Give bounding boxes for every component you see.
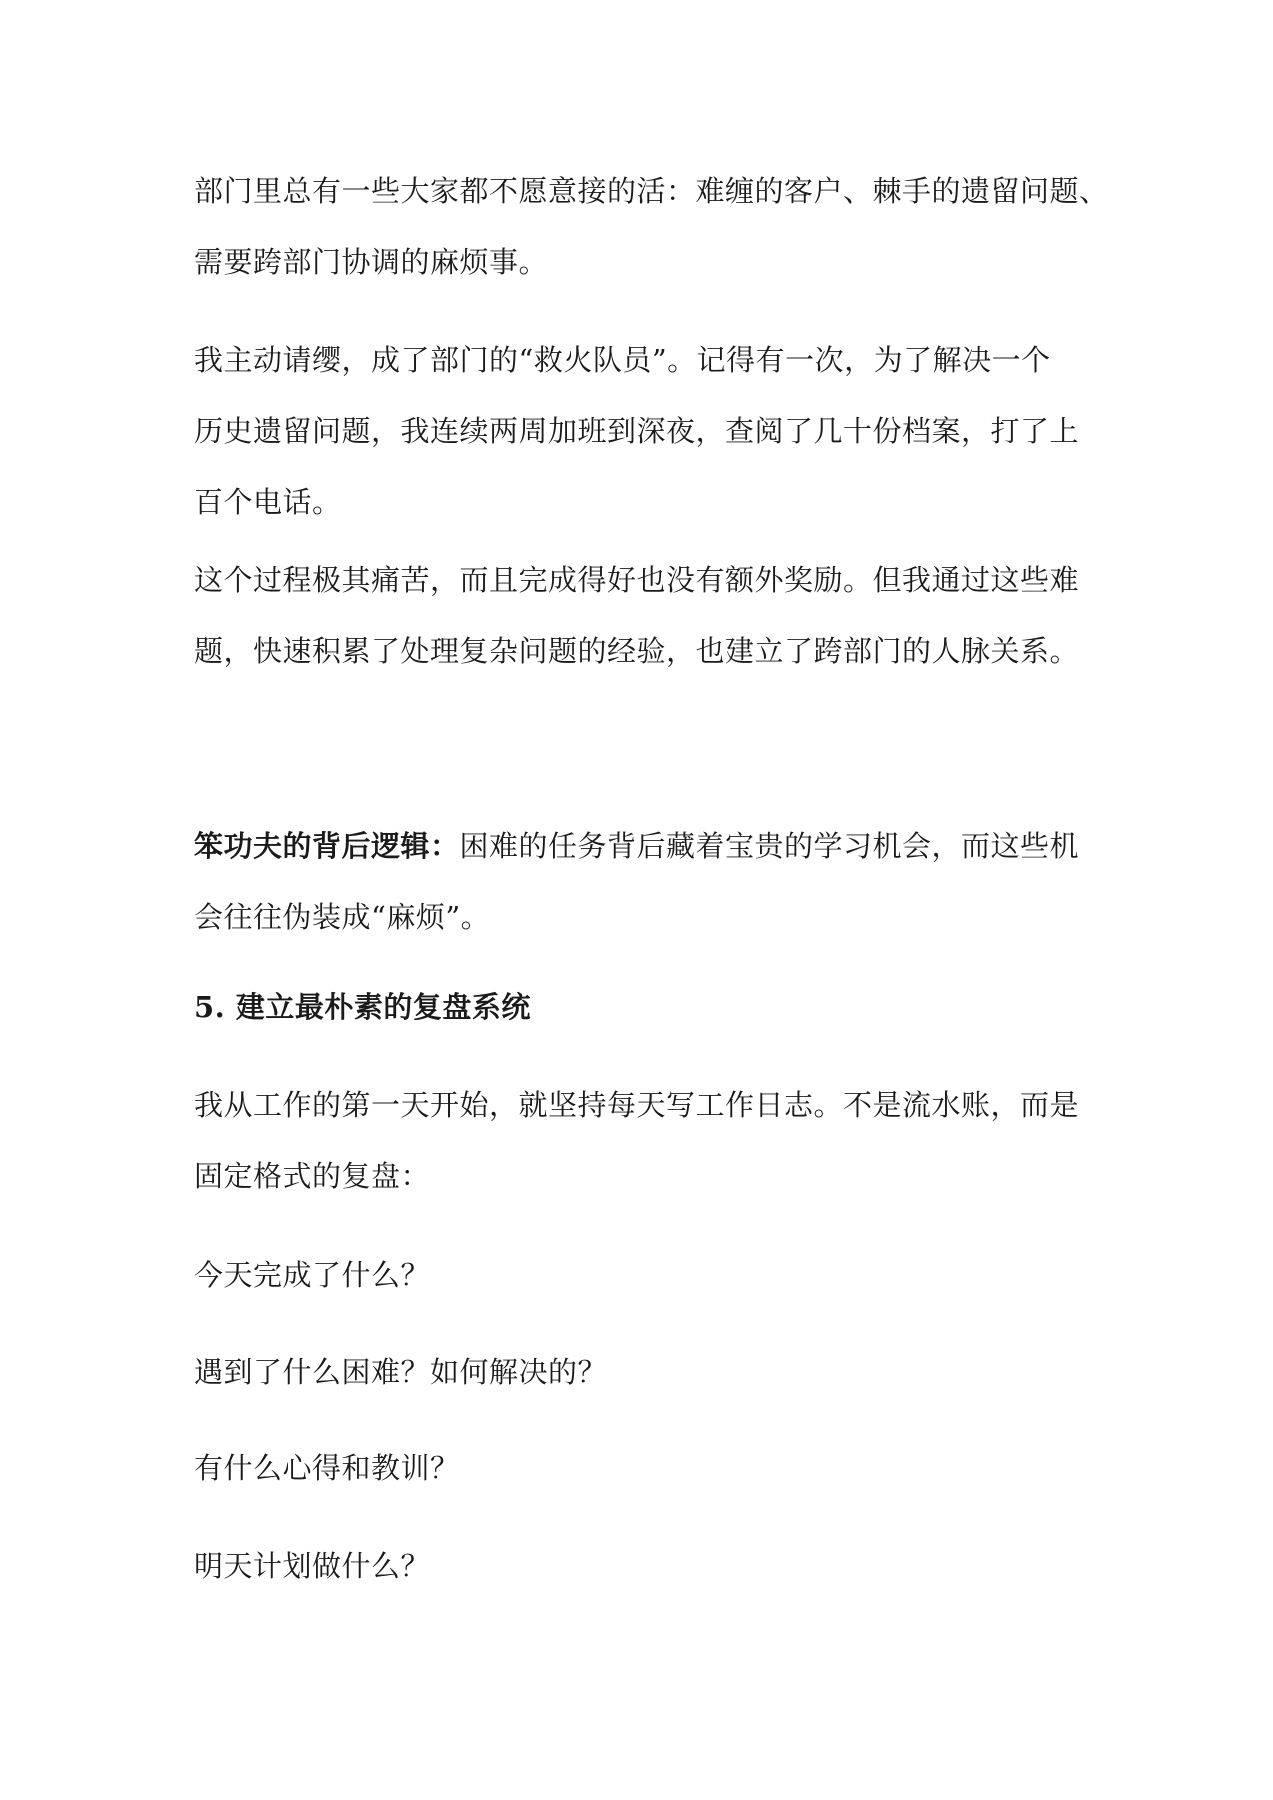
paragraph-work-log	[194, 1070, 1084, 1212]
review-question: 今天完成了什么？	[194, 1258, 431, 1292]
text-line: 部门里总有一些大家都不愿意接的活：难缠的客户、棘手的遗留问题、	[194, 174, 1109, 208]
paragraph-difficult-tasks	[194, 156, 1109, 298]
paragraph-firefighter	[194, 325, 1084, 538]
text-run: 困难的任务背后藏着宝贵的学习机会，而这些机	[459, 829, 1080, 863]
text-line: 历史遗留问题，我连续两周加班到深夜，查阅了几十份档案，打了上	[194, 414, 1080, 448]
section-heading: 5. 建立最朴素的复盘系统	[194, 990, 531, 1024]
paragraph-painful-process	[194, 545, 1084, 687]
paragraph-underlying-logic	[194, 811, 1084, 953]
review-question: 明天计划做什么？	[194, 1549, 431, 1583]
text-line: 我主动请缨，成了部门的“救火队员”。记得有一次，为了解决一个	[194, 343, 1051, 377]
text-line	[194, 811, 1084, 882]
text-line: 固定格式的复盘：	[194, 1159, 431, 1193]
text-line: 题，快速积累了处理复杂问题的经验，也建立了跨部门的人脉关系。	[194, 634, 1080, 668]
review-question: 遇到了什么困难？如何解决的？	[194, 1355, 608, 1389]
review-question: 有什么心得和教训？	[194, 1451, 460, 1485]
bold-label: 笨功夫的背后逻辑：	[194, 829, 460, 863]
text-line: 百个电话。	[194, 485, 342, 519]
text-line: 需要跨部门协调的麻烦事。	[194, 245, 549, 279]
text-line: 这个过程极其痛苦，而且完成得好也没有额外奖励。但我通过这些难	[194, 563, 1080, 597]
text-line: 我从工作的第一天开始，就坚持每天写工作日志。不是流水账，而是	[194, 1088, 1080, 1122]
text-line: 会往往伪装成“麻烦”。	[194, 900, 491, 934]
